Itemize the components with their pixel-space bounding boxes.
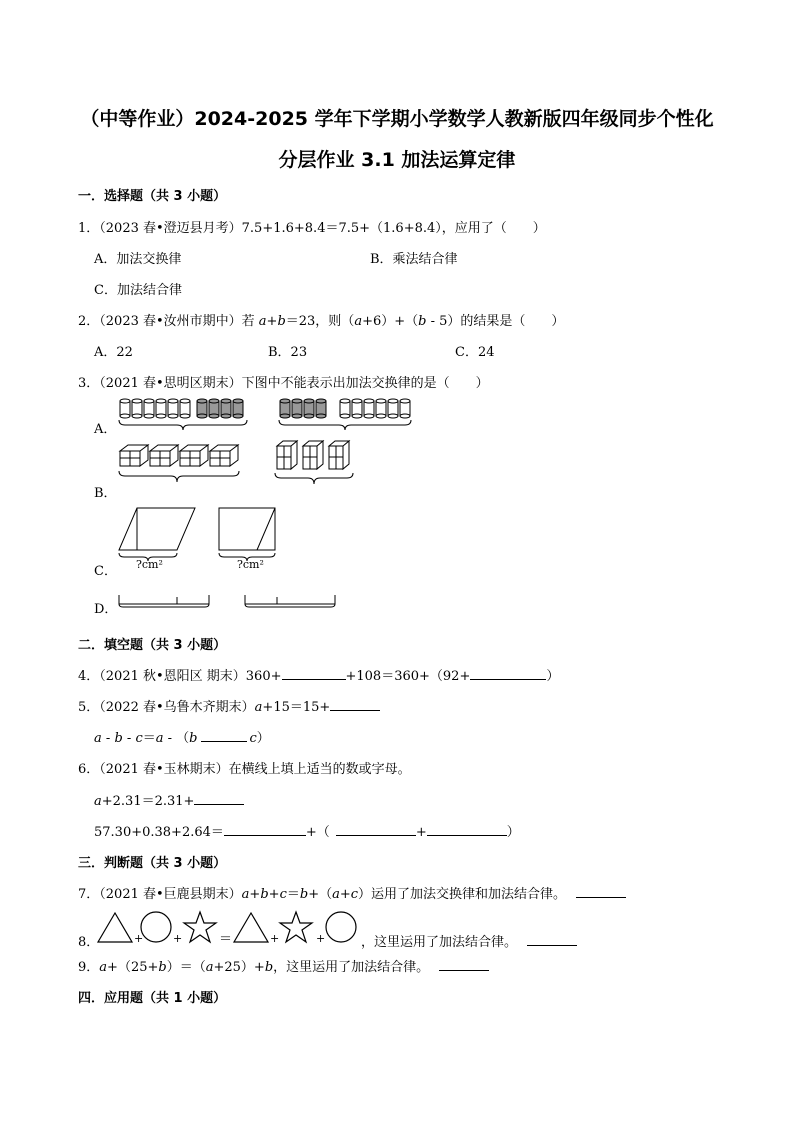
area-label-left: ?cm²	[136, 558, 163, 571]
question-3-option-d: D．	[94, 602, 118, 617]
question-3-stem: 3．（2021 春•思明区期末）下图中不能表示出加法交换律的是（ ）	[78, 376, 489, 391]
q6-l2-pre: 57.30+0.38+2.64＝	[94, 825, 224, 840]
q9-b2: b	[264, 960, 274, 975]
q9-pre: 9．	[78, 960, 100, 975]
question-9-stem	[78, 956, 489, 975]
brace-a-right	[279, 420, 411, 430]
q8-equals: ＝	[219, 932, 233, 947]
q7-pre: 7．（2021 春•巨鹿县期末）	[78, 887, 242, 902]
question-3-option-a: A．	[94, 422, 117, 437]
q8-plus-2: +	[173, 932, 183, 945]
q9-a: a	[99, 960, 108, 975]
q5-post: +15＝15+	[262, 700, 331, 715]
question-4-stem	[78, 665, 559, 684]
q2-expr1: a+b	[258, 314, 286, 329]
q6-a: a	[94, 794, 102, 809]
q7-p3: +（	[308, 887, 333, 902]
q7-p1: +	[249, 887, 261, 902]
q7-a2: a	[332, 887, 340, 902]
rectangle-right	[219, 508, 275, 550]
q6-blank-4[interactable]	[427, 822, 507, 836]
question-2-option-a: A．22	[94, 345, 133, 360]
question-8-number: 8．	[78, 935, 100, 950]
cubes-figure-b	[115, 438, 365, 496]
question-2-stem	[78, 310, 564, 329]
q7-eq: ＝	[286, 887, 300, 902]
q5-m3: ＝	[142, 731, 156, 746]
question-5-line-1	[78, 696, 380, 715]
cube-group-right	[277, 441, 349, 469]
q5-pre: 5．（2022 春•乌鲁木齐期末）	[78, 700, 255, 715]
q9-p1: +（25+	[107, 960, 159, 975]
section-fill-heading: 二．填空题（共 3 小题）	[78, 638, 227, 653]
q7-p4: +	[339, 887, 351, 902]
q7-b: b	[260, 887, 269, 902]
document-title-line-1: （中等作业）2024-2025 学年下学期小学数学人教新版四年级同步个性化	[80, 108, 714, 130]
star-icon-2	[280, 912, 312, 942]
segment-d-right	[245, 595, 335, 604]
q9-p3: +25）+	[213, 960, 265, 975]
q7-p2: +	[268, 887, 280, 902]
q4-blank-1[interactable]	[282, 666, 346, 680]
question-8-text	[361, 931, 577, 950]
q5-m2: -	[122, 731, 136, 746]
question-1-stem: 1．（2023 春•澄迈县月考）7.5+1.6+8.4＝7.5+（1.6+8.4），应用了（ ）	[78, 221, 546, 236]
q7-c: c	[279, 887, 287, 902]
parallelogram-left	[119, 508, 195, 550]
q5-a2: a	[155, 731, 164, 746]
q5-a: a	[94, 731, 102, 746]
q5-b: b	[114, 731, 123, 746]
circle-icon	[141, 912, 171, 942]
triangle-icon	[98, 913, 132, 942]
q8-plus-1: +	[134, 932, 144, 945]
q8-post: ，这里运用了加法结合律。	[361, 935, 518, 950]
q7-a: a	[241, 887, 250, 902]
circle-icon-2	[326, 912, 356, 942]
area-label-right: ?cm²	[237, 558, 264, 571]
question-7-stem	[78, 883, 626, 902]
q5-blank-1[interactable]	[330, 697, 380, 711]
q9-answer-blank[interactable]	[439, 957, 489, 971]
q2-expr3: b	[418, 314, 427, 329]
q2-pre: 2．（2023 春•汝州市期中）若	[78, 314, 259, 329]
question-1-option-a: A．加法交换律	[94, 252, 182, 267]
q9-post: ，这里运用了加法结合律。	[273, 960, 430, 975]
q4-post: ）	[546, 669, 560, 684]
q6-blank-3[interactable]	[336, 822, 416, 836]
section-judge-heading: 三．判断题（共 3 小题）	[78, 856, 227, 871]
q5-m4: - （	[163, 731, 190, 746]
q5-blank-2[interactable]	[201, 728, 247, 742]
q5-c2: c	[249, 731, 257, 746]
q5-expr: a	[254, 700, 263, 715]
q8-plus-4: +	[316, 932, 326, 945]
q9-a2: a	[205, 960, 214, 975]
q2-post: - 5）的结果是（ ）	[426, 314, 565, 329]
q5-c: c	[135, 731, 143, 746]
question-6-line-2	[94, 821, 520, 840]
q8-plus-3: +	[270, 932, 280, 945]
triangle-icon-2	[234, 913, 268, 942]
q4-mid: +108＝360+（92+	[345, 669, 471, 684]
cylinders-figure-a	[115, 396, 415, 434]
segment-d-left	[119, 595, 209, 604]
q5-m1: -	[101, 731, 115, 746]
q2-mid2: +6）+（	[362, 314, 419, 329]
question-1-option-c: C．加法结合律	[94, 283, 182, 298]
q7-answer-blank[interactable]	[576, 884, 626, 898]
document-title-line-2: 分层作业 3.1 加法运算定律	[278, 149, 516, 171]
question-3-option-c: C．	[94, 564, 117, 579]
q5-b2: b	[189, 731, 198, 746]
question-6-stem: 6．（2021 春•玉林期末）在横线上填上适当的数或字母。	[78, 762, 411, 777]
q6-blank-1[interactable]	[194, 791, 244, 805]
question-3-option-b: B．	[94, 486, 117, 501]
q2-mid: ＝23，则（	[285, 314, 355, 329]
q7-post: ）运用了加法交换律和加法结合律。	[358, 887, 567, 902]
segments-figure-d	[115, 592, 345, 610]
cylinder-group-right	[280, 399, 410, 418]
q6-l2-plus: +	[415, 825, 427, 840]
brace-b-right	[275, 473, 353, 484]
cube-group-left	[120, 445, 238, 466]
q6-blank-2[interactable]	[224, 822, 306, 836]
q5-end: ）	[256, 731, 270, 746]
question-1-option-b: B．乘法结合律	[370, 252, 458, 267]
q6-l2-end: ）	[506, 825, 520, 840]
q8-answer-blank[interactable]	[527, 932, 577, 946]
q9-p2: ）＝（	[166, 960, 206, 975]
q7-b2: b	[299, 887, 309, 902]
q6-l2-mid: +（	[305, 825, 330, 840]
cylinder-group-left	[120, 399, 243, 418]
question-2-option-b: B．23	[268, 345, 308, 360]
q4-pre: 4．（2021 秋•恩阳区 期末）360+	[78, 669, 282, 684]
question-6-line-1	[94, 790, 244, 809]
q4-blank-2[interactable]	[470, 666, 546, 680]
star-icon	[184, 912, 216, 942]
q9-b: b	[158, 960, 167, 975]
section-application-heading: 四．应用题（共 1 小题）	[78, 991, 227, 1006]
brace-b-left	[119, 471, 239, 482]
question-5-line-2	[94, 727, 270, 746]
q7-c2: c	[350, 887, 359, 902]
q6-rest: +2.31＝2.31+	[101, 794, 195, 809]
section-choice-heading: 一．选择题（共 3 小题）	[78, 189, 227, 204]
q2-expr2: a	[354, 314, 363, 329]
question-2-option-c: C．24	[455, 345, 495, 360]
brace-a-left	[119, 420, 247, 430]
